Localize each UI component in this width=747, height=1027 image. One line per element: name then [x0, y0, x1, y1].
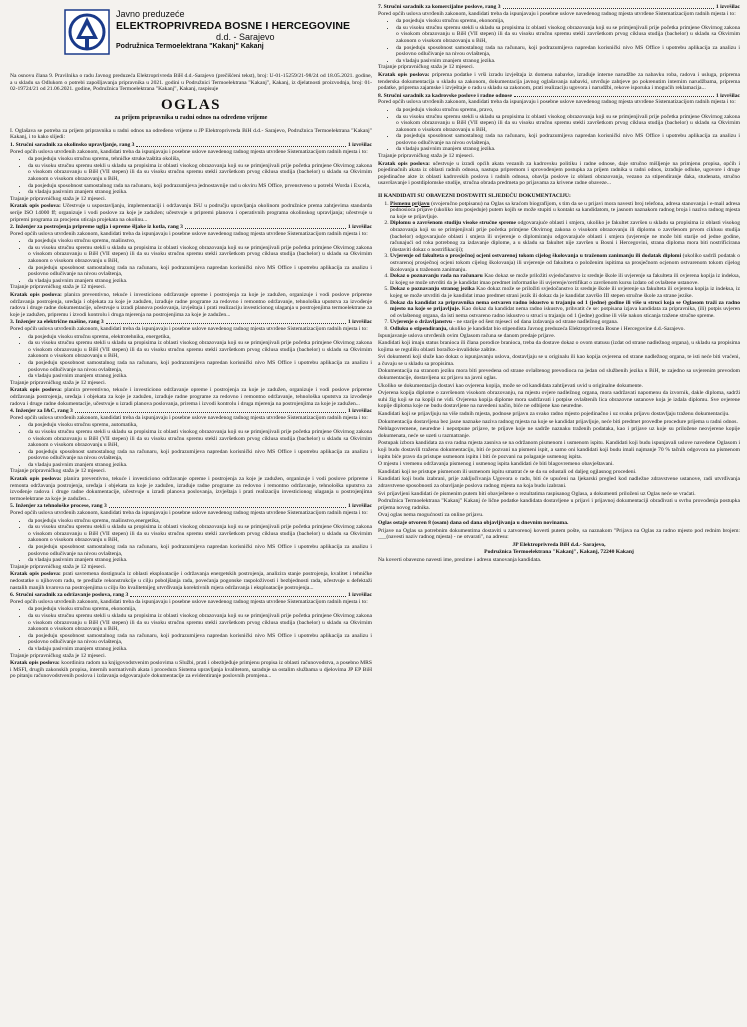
- general-requirements: Pored općih uslova utvrđenih zakonom, kandidati treba da ispunjavaju i posebne uslove navedenog radnog mjesta utvrđene Sistematizacijom radnih mjesta i to:: [10, 414, 368, 421]
- requirement-item: • da posjeduju sposobnost samostalnog rada na računaru, koji podrazumijeva napredan korisnički nivo MS Office i upotrebu aplikacija za analizu i poslovno odlučivanje na nivou ovlaštenja,: [28, 265, 372, 278]
- note-paragraph: Ovaj oglas nema mogućnosti za online prijavu.: [378, 512, 484, 519]
- note-paragraph: Svi dokumenti koji služe kao dokaz o ispunjavanju uslova, dostavljaju se u originalu ili kao kopija ovjerena od strane nadležnog organa, te isti neće biti vraćeni, a čuvaju se u skladu sa propisima.: [378, 354, 740, 367]
- description-label: Kratak opis poslova:: [10, 387, 62, 394]
- requirement-item: • da su visoku stručnu spremu stekli u skladu sa propisima iz oblasti visokog obrazovanja koji su se primjenjivali prije početka primjene Okvirnog zakona o visokom obrazovanju u BiH (VII stepen) ili da su visoku stručnu spremu stekli završetkom prvog ciklusa studija (bachelor) u skladu sa Okvirnim zakonom o visokom obrazovanju u BiH,: [396, 25, 740, 45]
- position-description: Učestvuje u uspostavljanju, implementaciji i održavanju ISU u području upravljanja okolinom podružnice prema zahtjevima standarda serije ISO 14000 ff; organizuje i vodi poslove za koje je zadužen; učestvuje u pripremi planova i operativnih programa okolinskog upravljanja; učestvuje u pripremi programa za procjenu uticaja projekata na okolinu...: [10, 203, 372, 223]
- duration: Trajanje pripravničkog staža je 12 mjeseci.: [10, 468, 107, 475]
- general-requirements: Pored općih uslova utvrđenih zakonom, kandidati treba da ispunjavaju i posebne uslove navedenog radnog mjesta utvrđene Sistematizacijom radnih mjesta i to:: [10, 230, 368, 237]
- description-label: Kratak opis poslova:: [10, 476, 62, 483]
- company-name-block: [116, 9, 366, 51]
- position-2: [10, 224, 372, 318]
- note-paragraph: Kandidati koji budu izabrani, prije zaključivanja Ugovora o radu, biti će upućeni na ljekarski pregled kod nadležne zdravstvene ustanove, radi utvrđivanja zdravstvene sposobnosti za obavljanje poslova radnog mjesta na koja budu izabrani.: [378, 476, 740, 489]
- position-count: 1 izvršilac: [347, 592, 372, 599]
- requirement-item: • da posjeduju sposobnost samostalnog rada na računaru, koji podrazumijeva napredan korisnički nivo MS Office i upotrebu aplikacija za analizu i poslovno odlučivanje na nivou ovlaštenja,: [28, 633, 372, 646]
- description-label: Kratak opis poslova:: [378, 160, 431, 167]
- note-paragraph: Kandidati koji imaju status branioca ili člana porodice branioca, treba da dostave dokaz o ovom statusu (izdat od strane nadležnog organa), u skladu sa propisima kojima se regulišu oblasti boračko-invalidske zaštite.: [378, 340, 740, 353]
- document-item: [390, 300, 740, 320]
- position-6: [10, 592, 372, 680]
- note-paragraph: Dokumentacija dostavljena bez jasne naznake naziva radnog mjesta na koje se kandidat prijavljuje, neće biti predmet provedbe procedure prijema u radni odnos.: [378, 418, 738, 425]
- requirement-item: • da posjeduju sposobnost samostalnog rada na računaru, koji podrazumijeva napredan korisnički nivo MS Office i upotrebu aplikacija za analizu i poslovno odlučivanje na nivou ovlaštenja,: [396, 133, 740, 146]
- requirement-item: • da posjeduju visoku stručnu spremu, ekonomija,: [396, 18, 740, 25]
- description-label: Kratak opis poslova:: [10, 571, 61, 578]
- document-item: [390, 326, 740, 333]
- requirement-item: • da posjeduju sposobnost samostalnog rada na računaru, koji podrazumijeva napredan korisnički nivo MS Office i upotrebu aplikacija za analizu i poslovno odlučivanje na nivou ovlaštenja,: [28, 360, 372, 373]
- duration: Trajanje pripravničkog staža je 12 mjeseci.: [10, 563, 107, 570]
- note-paragraph: Neblagovremene, neuredne i nepotpune prijave, te prijave koje ne sadrže naznaku traženih podataka, kao i prijave uz koje su priložene neovjerene kopije dokumenata, neće se uzeti u razmatranje.: [378, 426, 740, 439]
- position-title: 4. Inženjer za I&C, rang 3: [10, 408, 73, 415]
- elektroprivreda-logo-icon: [64, 9, 110, 55]
- requirement-item: • da posjeduju visoku stručnu spremu, mašinstvo,energetika,: [28, 518, 372, 525]
- position-3: [10, 319, 372, 407]
- position-1: [10, 142, 372, 223]
- document-title: Pismenu prijavu: [390, 200, 430, 207]
- closing-notes: [378, 333, 740, 519]
- requirement-item: • da posjeduju sposobnost samostalnog rada na računaru, koji podrazumijeva napredan korisnički nivo MS Office i upotrebu aplikacija za analizu i poslovno odlučivanje na nivou ovlaštenja,: [396, 45, 740, 58]
- requirement-item: • da su visoku stručnu spremu stekli u skladu sa propisima iz oblasti visokog obrazovanja koji su se primjenjivali prije početka primjene Okvirnog zakona o visokom obrazovanju u BiH (VII stepen) ili da su visoku stručnu spremu stekli završetkom prvog ciklusa studija (bachelor) u skladu sa Okvirnim zakonom o visokom obrazovanju u BiH,: [396, 114, 740, 134]
- document-item: [390, 253, 740, 273]
- duration: Trajanje pripravničkog staža je 12 mjeseci.: [378, 153, 475, 160]
- note-paragraph: Dokumentacija na stranom jeziku mora biti prevedena od strane ovlaštenog prevodioca na jedan od službenih jezika u BiH, te zajedno sa uvjerenim prevodom dokumentacije, dostavljena uz prijavu na javni oglas.: [378, 368, 740, 382]
- position-description: učestvuje u izradi općih akata vezanih za kadrovsku politiku i radne odnose, daje stručno mišljenje na primjenu propisa, općih i pojedinačnih akata iz oblasti radnih odnosa, nastupa pripremom i sprovođenjem postupka za prijem radnika u radni odnos, izrađuje odluke, ugovore i druge pojedinačne akte iz oblasti kadrovskih poslova i radnih odnosa, obavlja poslove iz oblasti obrazovanja, vezano za stipendiranje đaka, studenata, stručno usavršavanje i postdiplomske studije, stručna obrada predmeta po prijavama za krivene radne obaveze...: [378, 160, 740, 187]
- requirement-item: • da posjeduju visoku stručnu spremu, tehničke struke/zaštita okoliša,: [28, 156, 372, 163]
- note-paragraph: Svi prijavljeni kandidati će pismenim putem biti obavještene o rezultatima raspisanog Oglasa, a dokumenti priloženi uz Oglas neće se vraćati.: [378, 490, 696, 497]
- requirement-item: • da vladaju pasivnim znanjem stranog jezika.: [28, 373, 372, 380]
- requirement-item: • da su visoku stručnu spremu stekli u skladu sa propisima iz oblasti visokog obrazovanja koji su se primjenjivali prije početka primjene Okvirnog zakona o visokom obrazovanju u BiH (VII stepen) ili da su visoku stručnu spremu stekli završetkom prvog ciklusa studija (bachelor) u skladu sa Okvirnim zakonom o visokom obrazovanju u BiH,: [28, 245, 372, 265]
- left-column: [10, 73, 372, 1021]
- position-description: planira preventivno, tekuće i investiciono održavanje opreme i postrojenja za koje je zadužen, organizuje i vodi poslove pripreme održavanja postrojenja, uređaja i objekata za koje je zadužen, izrađuje radne programe za redovno i remontno održavanje, tehnološka uputstva za izvođenje radova i druge radne dokumentacije, učestvuje u izradi planova poslovanja, izvještaja i prati realizaciju investicionog ulaganja u postrojenjima termoelektrane za koje je zadužen, pripremu i izvodi kontrolu i druga mjerenja na postrojenjima za koje je zadužen...: [10, 292, 372, 318]
- requirement-item: • da vladaju pasivnim znanjem stranog jezika.: [28, 278, 372, 285]
- requirement-item: • da su visoku stručnu spremu stekli u skladu sa propisima iz oblasti visokog obrazovanja koji su se primjenjivali prije početka primjene Okvirnog zakona o visokom obrazovanju u BiH (VII stepen) ili da su visoku stručnu spremu stekli završetkom prvog ciklusa studija (bachelor) u skladu sa Okvirnim zakonom o visokom obrazovanju u BiH,: [28, 524, 372, 544]
- note-paragraph: Podružnica Termoelektrana "Kakanj" Kakanj će lične podatke kandidata dostavljene u prijavi i prijavnoj dokumentaciji obrađivati u svrhu provođenja postupka prijema novog radnika.: [378, 498, 740, 511]
- document-text: - ne starije od šest mjeseci od dana izdavanja od strane nadležnog organa.: [453, 319, 619, 326]
- right-column: [378, 3, 740, 1021]
- requirement-item: • da posjeduju sposobnost samostalnog rada na računaru, koji podrazumijeva napredan korisnički nivo MS Office i upotrebu aplikacija za analizu i poslovno odlučivanje na nivou ovlaštenja,: [28, 544, 372, 557]
- document-text: Kao dokaz da kandidat nema radno iskustvo, prihvatit će se: potpisana izjava kandidata za pripravnika, (ili) potpis uvjeren od ovlaštenog organa, da isti nema ostvareno radno iskustvo u struci u trajanju od 1 (jedne) godine ili više nakon sticanja tražene stručne spreme.: [390, 306, 740, 319]
- document-title: Uvjerenje o državljanstvu: [390, 319, 453, 326]
- company-branch: Podružnica Termoelektrana "Kakanj" Kakanj: [116, 42, 264, 50]
- position-title: 5. Inženjer za tehnološke procese, rang 3: [10, 503, 107, 510]
- page-subtitle: za prijem pripravnika u radni odnos na određeno vrijeme: [114, 114, 268, 122]
- requirement-item: • da su visoku stručnu spremu stekli u skladu sa propisima iz oblasti visokog obrazovanja koji su se primjenjivali prije početka primjene Okvirnog zakona o visokom obrazovanju u BiH (VII stepen) ili da su visoku stručnu spremu stekli završetkom prvog ciklusa studija (bachelor) u skladu sa Okvirnim zakonom o visokom obrazovanju u BiH,: [28, 163, 372, 183]
- documents-list: [378, 201, 740, 333]
- requirement-item: • da posjeduju visoku stručnu spremu, pravo,: [396, 107, 740, 114]
- company-type: Javno preduzeće: [116, 9, 185, 19]
- section-one-heading: I. Oglašava se potreba za prijem pripravnika u radni odnos na određeno vrijeme u JP Elektroprivreda BiH d.d.- Sarajevo, Podružnica Termoelektrana "Kakanj" Kakanj, i to kako slijedi:: [10, 127, 372, 141]
- note-paragraph: Postupak izbora kandidata za sva radna mjesta zasniva se na održanom pismenom i usmenom ispitu. Kandidati koji budu ispunjavali uslove navedene Oglasom i koji budu dostavili traženu dokumentaciju, biti će pozvani na pismeni ispit, a samo oni kandidati koji budu imali najmanje 70 % tačnih odgovora na pismenom ispitu biće pravo da pristupe usmenom ispitu i biti će pozvani na polaganje usmenog ispita.: [378, 440, 740, 460]
- requirement-item: • da vladaju pasivnim znanjem stranog jezika.: [28, 189, 372, 196]
- requirement-item: • da vladaju pasivnim znanjem stranog jezika.: [28, 557, 372, 564]
- position-title: 2. Inženjer za postrojenja pripreme uglja i opreme šljake iz kotla, rang 3: [10, 224, 183, 231]
- position-title: 7. Stručni saradnik za komercijalne poslove, rang 3: [378, 4, 501, 10]
- duration: Trajanje pripravničkog staža je 12 mjeseci.: [378, 64, 475, 71]
- duration: Trajanje pripravničkog staža je 12 mjeseci.: [10, 652, 107, 659]
- position-count: 1 izvršilac: [347, 503, 372, 510]
- requirement-item: • da vladaju pasivnim znanjem stranog jezika.: [28, 462, 372, 469]
- position-count: 1 izvršilac: [347, 141, 372, 148]
- position-description: priprema podatke i vrši izradu izvještaja iz domena nabavke, izrađuje interne narudžbe za nabavku roba, radova i usluga, priprema tenderska dokumentacija u skladu sa zakonom, dokumentacija javnog oglašavanja nabavki, utvrđuje zahtjeve po pokrenutim internim narudžbama, priprema podatke, priprema zajamske i izvještaje o radu u skladu sa zakonom, prati realizaciju ugovora i narudžbi, rekove isporuka i mogućih reklamacija...: [378, 71, 740, 92]
- general-requirements: Pored općih uslova utvrđenih zakonom, kandidati treba da ispunjavaju i posebne uslove navedenog radnog mjesta utvrđene Sistematizacijom radnih mjesta i to:: [10, 510, 368, 517]
- document-item: [390, 286, 740, 299]
- note-paragraph: Kandidati koji ne pristupe pismenom ili usmenom ispitu smatrat će se da su odustali od daljeg ogjlasnog procedeni.: [378, 468, 637, 475]
- document-item: [390, 319, 740, 326]
- document-title: Uvjerenje od fakulteta o prosječnoj ocjeni ostvarenoj tokom cijelog školovanja u traženom zanimanju ili dodatak diplomi: [390, 253, 682, 260]
- requirement-item: • da posjeduju sposobnost samostalnog rada na računaru, koji podrazumijeva jednostavnije rad u okviru MS Office, prvenstveno u potrebi Worda i Excela,: [28, 183, 372, 190]
- requirement-item: • da posjeduju visoku stručnu spremu, mašinstvo,: [28, 238, 372, 245]
- newspaper-page: [4, 3, 743, 1021]
- position-description: planira preventivno, tekuće i investiciono održavanje opreme i postrojenja za koje je zadužen, organizuje i vodi poslove pripreme i remonta održavanja postrojenja, uređaja i objekata za koje je zadužen, izrađuje radne programe za redovno i remontno održavanje, tehnološka uputstva za izvođenje radova i druge radne dokumentacije, učestvuje u izradi planova poslovanja, izvještaja i prati realizaciju investicionog ulaganja u postrojenjima termoelektrane za koje je zadužen...: [10, 476, 372, 502]
- position-8: [378, 93, 740, 187]
- document-title: Diplomu o završenom studiju visoke stručne spreme: [390, 220, 516, 227]
- note-paragraph: Kandidati koji se prijavljuju na više radnih mjesta, podnose prijavu za svako radno mjesto pojedinačno i uz svaku prijavu dostavljaju traženu dokumentaciju.: [378, 411, 730, 418]
- position-title: 1. Stručni saradnik za okolinsko upravljanje, rang 3: [10, 141, 135, 148]
- general-requirements: Pored općih uslova utvrđenih zakonom, kandidati treba da ispunjavaju i posebne uslove navedenog radnog mjesta utvrđene Sistematizacijom radnih mjesta i to:: [378, 10, 736, 17]
- position-description: koordinira radom na knjigovodstvenim poslovima u Službi, prati i obezbjeđuje primjenu propisa iz oblasti računovodstva, a posebno MRS i MSFI, drugih zakonskih propisa, internih normativnih akata i procedura Sistema upravljanja kvalitetom, saradnje sa ostalim službama u djelovima JP EP BiH po pitanju računovodstvenih poslova i izdavanja odgovarajuće dokumentacije za evidentiranje poslovnih promjena...: [10, 660, 372, 680]
- position-count: 1 izvršilac: [715, 4, 740, 10]
- deadline-notice: Oglas ostaje otvoren 8 (osam) dana od dana objavljivanja u dnevnim novinama.: [378, 519, 569, 526]
- general-requirements: Pored općih uslova utvrđenih zakonom, kandidati treba da ispunjavaju i posebne uslove navedenog radnog mjesta utvrđene Sistematizacijom radnih mjesta i to:: [10, 148, 368, 155]
- section-two-heading: II KANDIDATI SU OBAVEZNI DOSTAVITI SLJEDEĆU DOKUMENTACIJU:: [378, 193, 571, 200]
- duration: Trajanje pripravničkog staža je 12 mjeseci.: [10, 379, 107, 386]
- position-title: 6. Stručni saradnik za održavanje poslova, rang 3: [10, 592, 129, 599]
- requirement-item: • da posjeduju visoku stručnu spremu, elektrotehnika, energetika,: [28, 334, 372, 341]
- company-header: [4, 3, 374, 65]
- note-paragraph: Ispunjavanje uslova utvrđenih ovim Oglasom računa se danom predaje prijave.: [378, 332, 556, 339]
- requirement-item: • da su visoku stručnu spremu stekli u skladu sa propisima iz oblasti visokog obrazovanja koji su se primjenjivali prije početka primjene Okvirnog zakona o visokom obrazovanju u BiH (VII stepen) ili da su visoku stručnu spremu stekli završetkom prvog ciklusa studija (bachelor) u skladu sa Okvirnim zakonom o visokom obrazovanju u BiH,: [28, 429, 372, 449]
- document-text: (svojeručno potpisanu) na Oglas sa kraćom biografijom, s tim da se u prijavi mora navesti broj telefona, adresa stanovanja i e-mail adresa podnosioca prijave (ukoliko istu posjeduje) putem kojih se može stupiti u kontakt sa kandidatom, te jasnom naznakom radnog broja i naziva radnog mjesta na koje se prijavljuje.: [390, 200, 740, 220]
- description-label: Kratak opis poslova:: [10, 292, 62, 299]
- company-name: ELEKTROPRIVREDA BOSNE I HERCEGOVINE: [116, 19, 351, 32]
- position-count: 1 izvršilac: [715, 92, 740, 99]
- duration: Trajanje pripravničkog staža je 12 mjeseci.: [10, 195, 107, 202]
- requirement-item: • da su visoku stručnu spremu stekli u skladu sa propisima iz oblasti visokog obrazovanja koji su se primjenjivali prije početka primjene Okvirnog zakona o visokom obrazovanju u BiH (VII stepen) ili da su visoku stručnu spremu stekli završetkom prvog ciklusa studija (bachelor) u skladu sa Okvirnim zakonom o visokom obrazovanju u BiH,: [28, 613, 372, 633]
- document-title: Dokaz o poznavanju stranog jezika: [390, 286, 475, 293]
- document-item: [390, 201, 740, 221]
- note-paragraph: O mjestu i vremenu održavanja pismenog i usmenog ispita kandidati će biti blagovremeno obavještavani.: [378, 461, 614, 468]
- document-text: Kao dokaz može se priložiti svjedočanstvo iz srednje škole ili uvjerenje sa fakulteta ili ovjerena kopija iz indeksa, iz kojeg se može utvrditi da je kandidat imao predmet strani jezik ili dokaz da je kandidat završio III stepen stručne škole za strane jezike.: [390, 286, 740, 299]
- document-title: Dokaz o poznavanju rada na računaru: [390, 273, 483, 280]
- note-paragraph: Ovjerena kopija diplome o završenom visokom obrazovanju, na mjestu ovjere nadležnog organa, mora sadržavati napomenu da izvornik, dakle diploma, sadrži suhi žig koji se na kopiji ne vidi. Ovjerena kopija diplome mora sadržavati i potpise ovlaštenih lica obrazovne ustanove koja je izdala diplomu. Sve ovjerene kopije diploma koje ne budu dostavljene na navedeni način, biće ne odbijene kao neuredne.: [378, 390, 740, 410]
- description-label: Kratak opis poslova:: [10, 203, 61, 210]
- document-text: odgovarajuće oblasti i smjera, ukoliko je fakultet završen u skladu sa propisima iz oblasti visokog obrazovanja koji su se primjenjivali prije početka primjene Okvirnog zakona o visokom obrazovanju ili diplomu o završenom prvom ciklusu studija (bachelor) odgovarajuće oblasti i smjera ili uvjerenje o diplomiranju odgovarajuće oblasti i smjera (uvjerenje ne može biti starije od jedne godine, računajući od roka potrebnog za izdavanje diplome, a u skladu sa fakultet nije završen u Bosni i Hercegovini, strana diploma mora biti nostrificirana (dostaviti dokaz o nostrifikaciji);: [390, 220, 740, 253]
- general-requirements: Pored općih uslova utvrđenih zakonom, kandidati treba da ispunjavaju i posebne uslove navedenog radnog mjesta utvrđene Sistematizacijom radnih mjesta i to:: [10, 326, 368, 332]
- description-label: Kratak opis poslova:: [10, 660, 60, 667]
- duration: Trajanje pripravničkog staža je 12 mjeseci.: [10, 284, 107, 291]
- requirement-item: • da posjeduju visoku stručnu spremu, automatika,: [28, 422, 372, 429]
- address-line-1: JP Elektroprivreda BiH d.d.- Sarajevo,: [512, 541, 606, 548]
- position-title: 3. Inženjer za električne mašine, rang 3: [10, 319, 104, 326]
- document-text: (ukoliko sadrži podatak o ostvarenoj prosječnoj ocjeni tokom cijelog školovanja) ili uvjerenje od fakulteta o položenim ispitima sa prosječnom ocjenom ostvarenom tokom cijelog školovanja u traženom zanimanju.: [390, 253, 741, 273]
- position-count: 1 izvršilac: [347, 408, 372, 415]
- position-count: 1 izvršilac: [347, 319, 372, 326]
- general-requirements: Pored općih uslova utvrđenih zakonom, kandidati treba da ispunjavaju i posebne uslove navedenog radnog mjesta utvrđene Sistematizacijom radnih mjesta i to:: [378, 99, 736, 106]
- position-description: prati savremena dostignuća iz oblasti eksploatacije i održavanja energetskih postrojenja, analizira stanje postrojenja, kvalitet i tehničke nedostatke u njihovom radu, te predlaže rekonstrukcije u cilju poboljšanja rada, povećanja pogonske raspoloživosti i bezbjednosti rada, učestvuje u defektaži nastalih manjih kvarova na postrojenjima u cilju što kvalitetnijeg utvrđivanja korektivnih mjera održavanja i eksploatacije postrojenja...: [10, 571, 373, 591]
- position-count: 1 izvršilac: [347, 224, 372, 231]
- position-7: [378, 4, 740, 92]
- document-text: ukoliko je kandidat bio stipendista Javnog preduzeća Elektroprivreda Bosne i Hercegovine d.d.-Sarajevo.: [449, 325, 685, 332]
- document-item: [390, 273, 740, 286]
- requirement-item: • da posjeduju sposobnost samostalnog rada na računaru, koji podrazumijeva napredan korisnički nivo MS Office i upotrebu aplikacija za analizu i poslovno odlučivanje na nivou ovlaštenja,: [28, 449, 372, 462]
- document-title: Odluku o stipendiranju,: [390, 325, 448, 332]
- page-title: OGLAS: [160, 96, 221, 113]
- requirement-item: • da su visoku stručnu spremu stekli u skladu sa propisima iz oblasti visokog obrazovanja koji su se primjenjivali prije početka primjene Okvirnog zakona o visokom obrazovanju u BiH (VII stepen) ili da su visoku stručnu spremu stekli završetkom prvog ciklusa studija (bachelor) u skladu sa Okvirnim zakonom o visokom obrazovanju u BiH,: [28, 340, 372, 360]
- company-location: d.d. - Sarajevo: [216, 31, 275, 42]
- document-title: Dokaz da kandidat za pripravnika nema ostvaren radno iskustvo u trajanju od 1 (jedne) godine ili više u struci koja se Oglasom traži za radno mjesto na koje se prijavljuje.: [390, 299, 740, 313]
- envelope-note: Na koverti obavezno navesti ime, prezime i adresu stanovanja kandidata.: [378, 556, 542, 563]
- position-title: 8. Stručni saradnik za kadrovske poslove i radne odnose: [378, 92, 513, 99]
- general-requirements: Pored općih uslova utvrđenih zakonom, kandidati treba da ispunjavaju i posebne uslove navedenog radnog mjesta utvrđene Sistematizacijom radnih mjesta i to:: [10, 598, 368, 605]
- position-4: [10, 408, 372, 502]
- document-text: Kao dokaz se može priložiti svjedočanstvo iz srednje škole ili uvjerenje sa fakulteta ili ovjerena kopija iz indeksa, iz kojeg se može utvrditi da je kandidat imao predmet informatike ili uvjerenje/certifikat o završenom kursu izdato od ovlaštene ustanove.: [390, 273, 740, 286]
- note-paragraph: Ukoliko se dokumentacija dostavi kao ovjerena kopija, može se od kandidata zahtijevati uvid u originalne dokumente.: [378, 382, 643, 389]
- submission-instructions: Prijave na Oglas sa potrebnim dokumentima dostaviti u zatvorenoj koverti putem pošte, sa naznakom "Prijava na Oglas za radno mjesto pod rednim brojem: ___(navesti naziv radnog mjesta) - ne otvarati", na adresu:: [378, 527, 740, 541]
- requirement-item: • da vladaju pasivnim znanjem stranog jezika.: [28, 646, 372, 653]
- intro-paragraph: Na osnovu člana 9. Pravilnika o radu Javnog preduzeća Elektroprivreda BiH d.d.-Sarajevo (prečišćeni tekst), broj: U-01-15259/21-98/24 od 18.05.2021. godine, a u skladu sa Odlukom o potrebi zapošljavanja pripravnika u 2021. godini u Podružnici Termoelektrana "Kakanj", Kakanj, iz djelatnosti proizvodnja, broj: 01-02-19724/21 od 21.06.2021. godine, Podružnica Termoelektrana "Kakanj", Kakanj, raspisuje: [10, 73, 372, 93]
- requirement-item: • da vladaju pasivnim znanjem stranog jezika.: [396, 58, 740, 65]
- document-item: [390, 220, 740, 253]
- position-5: [10, 503, 372, 591]
- position-description: planira preventivno, tekuće i investiciono održavanje opreme i postrojenja za koje je zadužen, organizuje i vodi poslove pripreme održavanja postrojenja, uređaja i objekata za koje je zadužen, izrađuje radne programe za redovno i remontno održavanje, tehnološka uputstva za izvođenje radova i druge radne dokumentacije, učestvuje u izradi planova poslovanja, prirema i izvodi kontrolu i druga mjerenja na postrojenjima za koje je zadužen...: [10, 387, 372, 407]
- description-label: Kratak opis poslova:: [378, 71, 430, 78]
- requirement-item: • da vladaju pasivnim znanjem stranog jezika.: [396, 146, 740, 153]
- requirement-item: • da posjeduju visoku stručnu spremu, ekonomija,: [28, 606, 372, 613]
- address-line-2: Podružnica Termoelektrana "Kakanj", Kakanj, 72240 Kakanj: [484, 549, 634, 556]
